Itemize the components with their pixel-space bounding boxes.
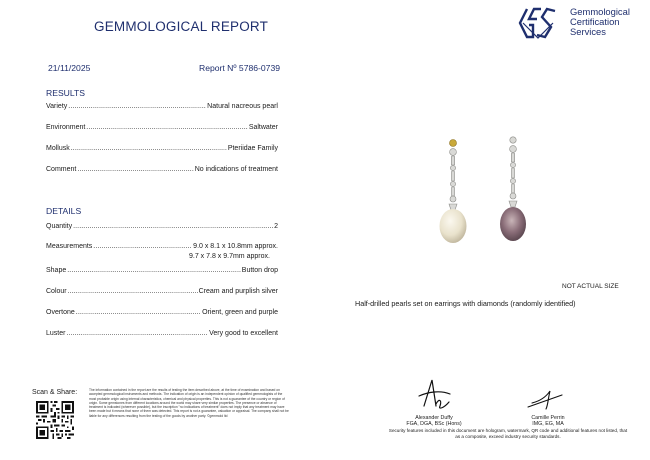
result-row-comment xyxy=(46,165,278,175)
row-label: Shape xyxy=(46,267,67,274)
signature-alexander-duffy xyxy=(416,376,452,412)
signature-camille-perrin xyxy=(526,381,566,411)
results-heading: RESULTS xyxy=(46,88,85,98)
security-features-note: Security features included in this document are hologram, watermark, QR code and additional features not listed, that as a composite, exceed industry security standards. xyxy=(388,428,628,439)
qr-code-icon[interactable] xyxy=(36,401,74,439)
report-number: Report Nº 5786-0739 xyxy=(199,63,281,73)
row-value: 9.0 x 8.1 x 10.8mm approx. xyxy=(193,243,278,250)
right-earring xyxy=(500,137,526,241)
report-date: 21/11/2025 xyxy=(48,63,91,73)
row-value: Natural nacreous pearl xyxy=(207,103,278,110)
result-row-environment xyxy=(46,123,278,133)
detail-row-overtone xyxy=(46,308,278,318)
legal-disclaimer: The information contained in the report are the results of testing the item described above, at the time of examination and based on accepted gemmological instruments and methods. The indication of origin is an independent opinion of qualified gemmologists of the most probable origin using internal characteristics, chemical and physical properties. This is not a guarantee of the country or region of origin. Some gemstones from different locations around the world may share very similar properties. The presence or absence of treatment is indicated (wherever possible), but the inscription "no indications of treatment" does not imply that any treatment may have been made but it means that none of them was detected. This report is not a guarantee, valuation or appraisal. The company shall not be liable for any differences resulting from the testing of the goods by another party. ©gemmold ltd xyxy=(89,388,289,418)
row-label: Mollusk xyxy=(46,145,70,152)
signatory-1 xyxy=(394,415,474,428)
row-label: Environment xyxy=(46,124,86,131)
row-label: Luster xyxy=(46,330,66,337)
detail-row-shape xyxy=(46,266,278,276)
row-label: Variety xyxy=(46,103,68,110)
row-label: Measurements xyxy=(46,243,93,250)
org-line-1: Gemmological xyxy=(570,6,630,17)
row-value: 2 xyxy=(274,223,278,230)
scan-and-share-label: Scan & Share: xyxy=(32,389,78,396)
gcs-monogram-logo-icon xyxy=(517,5,559,41)
row-label: Quantity xyxy=(46,223,73,230)
details-heading: DETAILS xyxy=(46,206,82,216)
signatory-1-name: Alexander Duffy xyxy=(415,415,453,421)
org-line-2: Certification xyxy=(570,16,620,27)
row-value: Button drop xyxy=(241,267,278,274)
image-caption: Half-drilled pearls set on earrings with diamonds (randomly identified) xyxy=(355,299,576,308)
org-line-3: Services xyxy=(570,26,606,37)
organisation-name xyxy=(570,7,630,37)
signatory-2 xyxy=(508,415,588,428)
measurements-second-line: 9.7 x 7.8 x 9.7mm approx. xyxy=(189,253,270,260)
detail-row-luster xyxy=(46,329,278,339)
signatory-2-credentials: IMG, EG, MA xyxy=(532,421,564,428)
page-title: GEMMOLOGICAL REPORT xyxy=(94,19,269,34)
row-value: Very good to excellent xyxy=(209,330,278,337)
row-value: No indications of treatment xyxy=(194,166,278,173)
detail-row-colour xyxy=(46,287,278,297)
row-value: Pteriidae Family xyxy=(227,145,278,152)
result-row-variety xyxy=(46,102,278,112)
signatory-1-credentials: FGA, DGA, BSc (Hons) xyxy=(406,421,462,428)
not-actual-size-note: NOT ACTUAL SIZE xyxy=(562,283,619,290)
detail-row-measurements xyxy=(46,242,278,252)
detail-row-quantity xyxy=(46,222,278,232)
signatory-2-name: Camille Perrin xyxy=(531,415,565,421)
row-label: Colour xyxy=(46,288,67,295)
result-row-mollusk xyxy=(46,144,278,154)
row-value: Orient, green and purple xyxy=(202,309,278,316)
row-label: Comment xyxy=(46,166,77,173)
row-value: Cream and purplish silver xyxy=(198,288,278,295)
row-value: Saltwater xyxy=(248,124,278,131)
pearl-earrings-photo xyxy=(415,120,555,270)
left-earring xyxy=(440,140,467,244)
row-label: Overtone xyxy=(46,309,75,316)
